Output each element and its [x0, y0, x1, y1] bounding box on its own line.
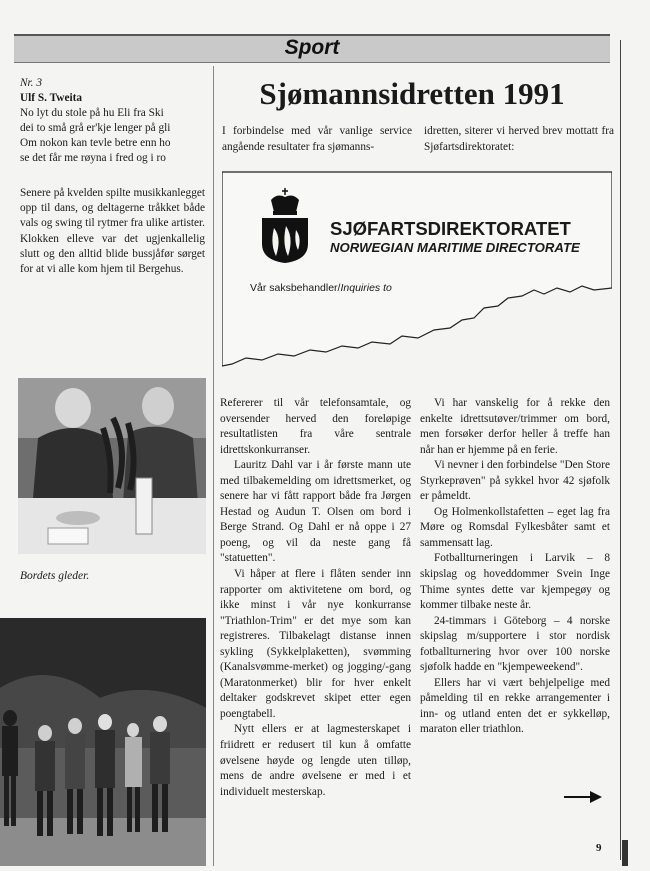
maritime-directorate-logo-icon — [260, 216, 310, 264]
article-title: Sjømannsidretten 1991 — [259, 76, 565, 111]
photo1-caption: Bordets gleder. — [20, 570, 90, 582]
poem-line: No lyt du stole på hu Eli fra Ski — [20, 107, 164, 119]
paragraph: Vi nevner i den forbindelse "Den Store Styrkeprøven" på sykkel hvor 42 sjøfolk er påmeldt. — [420, 459, 610, 503]
poem-line: Om nokon kan tevle betre enn ho — [20, 137, 171, 149]
section-title: Sport — [284, 36, 340, 59]
group-photo-illustration — [0, 618, 206, 866]
right-page-edge-rule — [620, 40, 621, 860]
continue-arrow-icon — [564, 790, 602, 809]
article-column-2 — [420, 396, 610, 738]
page-edge-block — [622, 840, 628, 866]
article-column-1 — [220, 396, 411, 800]
reference-label-en: Inquiries to — [340, 282, 392, 294]
reference-label — [250, 282, 392, 294]
poem-author: Ulf S. Tweita — [20, 92, 83, 104]
poem-line: se det får me røyna i fred og i ro — [20, 152, 166, 164]
dinner-photo-illustration — [18, 378, 206, 554]
directorate-name: SJØFARTSDIREKTORATET — [330, 218, 571, 239]
outdoor-group-photo — [0, 618, 206, 866]
poem-line: dei to små grå er'kje lenger på gli — [20, 122, 171, 134]
paragraph: Lauritz Dahl var i år første mann ute med tilbakemelding om idrettsmerket, og senere har vi fått rapport både fra Jørgen Hestad og Audun T. Olsen om bord i Berge Strand. Og Dahl er nå oppe i 27 poeng, og vil da neste gang få "statuetten". — [220, 459, 411, 565]
paragraph: Og Holmenkollstafetten – eget lag fra Møre og Romsdal Fylkesbåter samt et sammensatt lag. — [420, 505, 610, 549]
paragraph: Vi håper at flere i flåten sender inn rapporter om aktivitetene om bord, og ikke minst i vår nye konkurranse "Triathlon-Trim" er det mye som kan registreres. Tilbakelagt distanse innen sykling (Sykkelplaketten), svømming (Kanalsvømme-merket) og jogging/-gang (Maratonmerket) blir for hver enkelt deltaker godskrevet skipet etter egen poengtabell. — [220, 568, 411, 720]
dinner-table-photo — [18, 378, 206, 554]
page-number: 9 — [596, 842, 602, 854]
reference-label-no: Vår saksbehandler/ — [250, 282, 341, 294]
left-paragraph: Senere på kvelden spilte musikkanlegget opp til dans, og deltagerne tråkket både vals og swing til rytmer fra ulike artister. Klokken elleve var det ugjenkallelig slutt og den alltid blide bussjåfør sørget for at vi alle kom hjem til Bergehus. — [20, 187, 205, 276]
paragraph: Nytt ellers er at lagmesterskapet i friidrett er redusert til kun å omfatte øvelsene høyde og lengde uten tilløp, mens de andre øvelsene er med i et individuelt mesterskap. — [220, 723, 411, 798]
poem-number: Nr. 3 — [20, 77, 42, 89]
paragraph: Vi har vanskelig for å rekke den enkelte idrettsutøver/trimmer om bord, men forsøker derfor heller å treffe han når han er hjemme på en ferie. — [420, 397, 610, 456]
column-divider — [213, 66, 214, 866]
intro-right: idretten, siterer vi herved brev mottatt fra Sjøfartsdirektoratet: — [424, 125, 614, 153]
paragraph: Ellers har vi vært behjelpelige med påmelding til en rekke arrangementer i inn- og utland enten det er sykkelløp, maraton eller triathlon. — [420, 676, 610, 736]
directorate-name-english: NORWEGIAN MARITIME DIRECTORATE — [330, 240, 580, 255]
intro-left: I forbindelse med vår vanlige service angående resultater fra sjømanns- — [222, 125, 412, 153]
paragraph: Fotballturneringen i Larvik – 8 skipslag og hoveddommer Svein Inge Thime syntes dette var kjempegøy og kommer tilbake neste år. — [420, 552, 610, 612]
section-header-bar — [14, 34, 610, 63]
paragraph: Refererer til vår telefonsamtale, og oversender herved den foreløpige resultatlisten fra våre sentrale idrettskonkurranser. — [220, 397, 411, 456]
paragraph: 24-timmars i Göteborg – 4 norske skipslag m/supportere i stor nordisk fotballturnering hvor over 100 norske sjøfolk hadde en "kjempeweekend". — [420, 614, 610, 674]
